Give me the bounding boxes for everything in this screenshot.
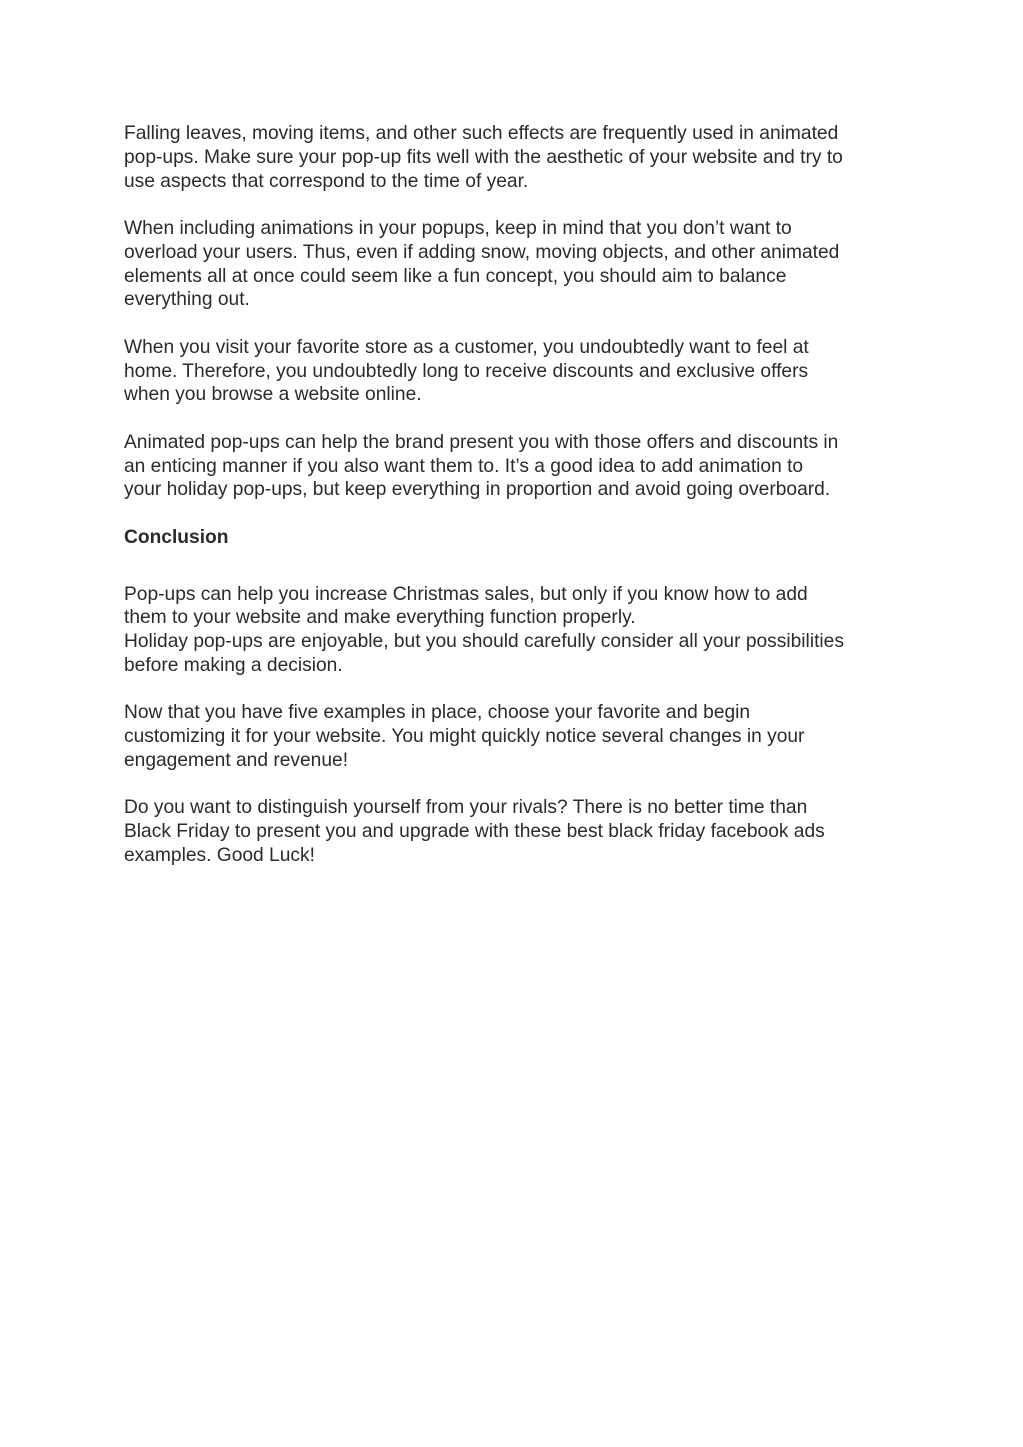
text-line: When you visit your favorite store as a customer, you undoubtedly want to feel at	[124, 336, 809, 358]
paragraph-offers-discounts	[124, 431, 914, 502]
text-line: home. Therefore, you undoubtedly long to receive discounts and exclusive offers	[124, 360, 809, 382]
text-line: overload your users. Thus, even if adding snow, moving objects, and other animated	[124, 241, 840, 263]
text-line: Now that you have five examples in place, choose your favorite and begin	[124, 702, 751, 724]
text-line: pop-ups. Make sure your pop-up fits well with the aesthetic of your website and try to	[124, 146, 843, 168]
document-page	[124, 122, 914, 891]
text-line: them to your website and make everything function properly.	[124, 607, 636, 629]
text-line: when you browse a website online.	[124, 384, 422, 406]
text-line: your holiday pop-ups, but keep everything in proportion and avoid going overboard.	[124, 479, 831, 501]
text-line: elements all at once could seem like a fun concept, you should aim to balance	[124, 265, 787, 287]
text-line: before making a decision.	[124, 654, 343, 676]
text-line: examples. Good Luck!	[124, 844, 315, 866]
text-line: Falling leaves, moving items, and other such effects are frequently used in animated	[124, 123, 839, 144]
paragraph-black-friday	[124, 796, 914, 867]
paragraph-favorite-store	[124, 336, 914, 407]
text-line: Do you want to distinguish yourself from your rivals? There is no better time than	[124, 797, 808, 819]
text-line: Holiday pop-ups are enjoyable, but you should carefully consider all your possibilities	[124, 631, 844, 653]
paragraph-five-examples	[124, 701, 914, 772]
paragraph-christmas-sales	[124, 583, 914, 678]
section-heading-conclusion: Conclusion	[124, 526, 229, 548]
text-line: customizing it for your website. You might quickly notice several changes in your	[124, 726, 805, 748]
text-line: an enticing manner if you also want them to. It’s a good idea to add animation to	[124, 455, 804, 477]
text-line: Black Friday to present you and upgrade with these best black friday facebook ads	[124, 821, 825, 843]
text-line: everything out.	[124, 289, 250, 311]
text-line: Animated pop-ups can help the brand present you with those offers and discounts in	[124, 431, 839, 453]
text-line: use aspects that correspond to the time of year.	[124, 170, 529, 192]
text-line: engagement and revenue!	[124, 749, 349, 771]
paragraph-animation-balance	[124, 217, 914, 312]
paragraph-animated-effects	[124, 122, 914, 193]
text-line: When including animations in your popups, keep in mind that you don’t want to	[124, 217, 792, 239]
text-line: Pop-ups can help you increase Christmas sales, but only if you know how to add	[124, 583, 808, 605]
